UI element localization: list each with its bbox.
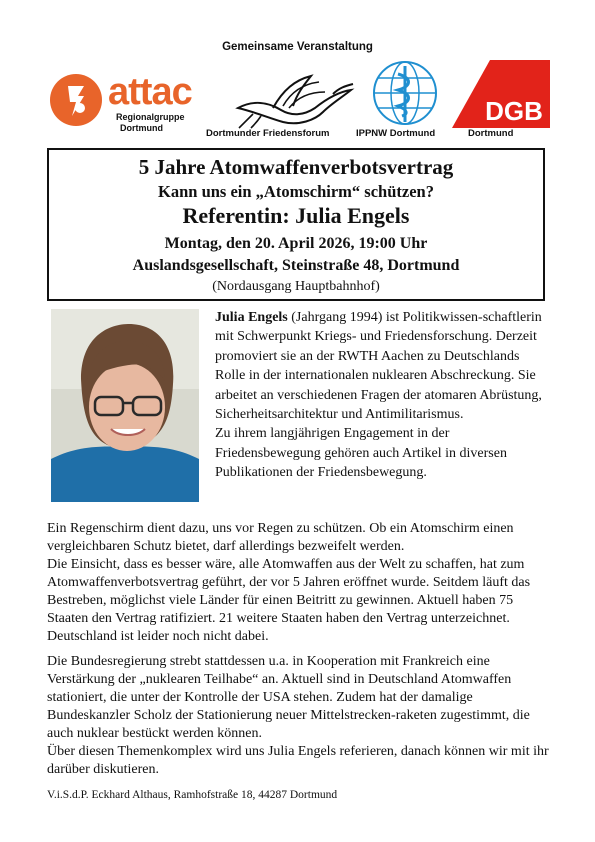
ippnw-logo <box>372 60 438 126</box>
dove-logo <box>233 70 358 130</box>
bio-engagement: Zu ihrem langjährigen Engagement in der Friedensbewegung gehören auch Artikel in diversen Publikationen der Friedensbewegung. <box>215 426 507 481</box>
bio-name: Julia Engels <box>215 310 288 325</box>
speaker-bio <box>215 308 545 483</box>
event-venue: Auslandsgesellschaft, Steinstraße 48, Dortmund <box>132 257 460 274</box>
event-title-box <box>47 148 545 301</box>
speaker-photo <box>51 309 199 502</box>
dgb-mark-icon <box>452 60 550 128</box>
body-paragraph-2: Die Bundesregierung strebt stattdessen u.a. in Kooperation mit Frankreich eine Verstärkung der „nuklearen Teilhabe“ an. Aktuell sind in Deutschland Atomwaffen stationiert, die unter der Kontrolle der USA stehen. Zudem hat der damalige Bundeskanzler Scholz der Stationierung neuer Mittelstrecken-raketen zugestimmt, die auch nuklear bestückt werden können. Über diesen Themenkomplex wird uns Julia Engels referieren, danach können wir mit ihr darüber diskutieren. <box>47 654 549 777</box>
event-date: Montag, den 20. April 2026, 19:00 Uhr <box>164 235 428 252</box>
attac-caption-group: Regionalgruppe <box>116 112 185 122</box>
body-paragraph-1: Ein Regenschirm dient dazu, uns vor Regen zu schützen. Ob ein Atomschirm einen vergleichbaren Schutz bietet, darf allerdings bezweifelt werden. Die Einsicht, dass es besser wäre, alle Atomwaffen aus der Welt zu schaffen, hat zum Atomwaffenverbotsvertrag geführt, der vor 5 Jahren eröffnet wurde. Seitdem läuft das Bestreben, möglichst viele Länder für einen Beitritt zu gewinnen. Aktuell haben 75 Staaten den Vertrag ratifiziert. 21 weitere Staaten haben den Vertrag unterzeichnet. Deutschland ist leider noch nicht dabei. <box>47 521 531 644</box>
dgb-logo <box>452 60 550 128</box>
ippnw-caption: IPPNW Dortmund <box>356 128 436 139</box>
dgb-wordmark: DGB <box>485 96 543 126</box>
co-hosted-label: Gemeinsame Veranstaltung <box>222 41 373 53</box>
attac-wordmark: attac <box>108 71 192 113</box>
venue-note: (Nordausgang Hauptbahnhof) <box>212 279 380 294</box>
friedensforum-caption: Dortmunder Friedensforum <box>206 128 330 139</box>
bio-intro <box>215 308 545 424</box>
bio-intro-text: (Jahrgang 1994) ist Politikwissen-schaftlerin mit Schwerpunkt Kriegs- und Friedensforschung. Derzeit promoviert sie an der RWTH Aachen zu Deutschlands Rolle in der internationalen nuklearen Abschreckung. Sie arbeitet an verschiedenen Fragen der atomaren Abrüstung, Sicherheitsarchitektur und Antimilitarismus. <box>215 310 542 423</box>
speaker-heading: Referentin: Julia Engels <box>182 203 410 228</box>
dove-icon <box>233 70 358 130</box>
dgb-caption: Dortmund <box>468 128 514 139</box>
event-title: 5 Jahre Atomwaffenverbotsvertrag <box>138 155 454 179</box>
attac-caption-city: Dortmund <box>120 123 163 133</box>
attac-mark-icon <box>50 74 102 126</box>
event-subtitle: Kann uns ein „Atomschirm“ schützen? <box>158 182 434 201</box>
imprint: V.i.S.d.P. Eckhard Althaus, Ramhofstraße 18, 44287 Dortmund <box>47 789 338 801</box>
globe-staff-icon <box>372 60 438 126</box>
